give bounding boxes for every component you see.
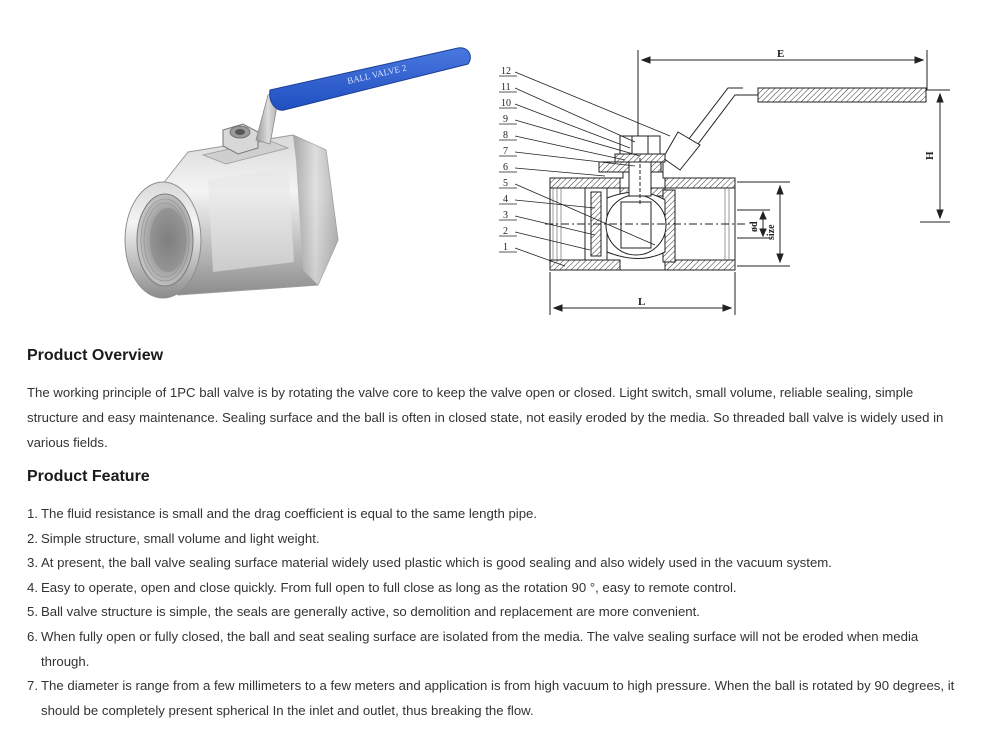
feature-number: 5. (27, 604, 38, 620)
dimension-label-phi-d: ød (749, 221, 760, 232)
part-number-12: 12 (501, 66, 511, 77)
feature-item (27, 551, 967, 576)
feature-text: The diameter is range from a few millimeters to a few meters and application is from high vacuum to high pressure. When the ball is rotated by 90 degrees, it should be completely present spherical In the inlet and outlet, thus breaking the flow. (41, 678, 955, 718)
dimension-label-l: L (638, 296, 646, 308)
feature-item (27, 502, 967, 527)
part-number-2: 2 (503, 226, 508, 237)
part-number-8: 8 (503, 130, 508, 141)
feature-item (27, 576, 967, 601)
feature-text: Simple structure, small volume and light weight. (41, 530, 320, 546)
part-number-5: 5 (503, 178, 508, 189)
part-number-10: 10 (501, 98, 511, 109)
dimension-label-e: E (777, 48, 785, 60)
dimension-label-size: size (766, 224, 777, 240)
feature-item (27, 600, 967, 625)
feature-text: Ball valve structure is simple, the seals are generally active, so demolition and replacement are more convenient. (41, 604, 700, 620)
feature-item (27, 674, 967, 723)
handle-text: BALL VALVE 2 (346, 62, 408, 86)
feature-number: 4. (27, 579, 38, 595)
feature-text: The fluid resistance is small and the drag coefficient is equal to the same length pipe. (41, 506, 538, 521)
feature-number: 1. (27, 506, 38, 521)
feature-list (27, 502, 967, 723)
feature-text: Easy to operate, open and close quickly. From full open to full close as long as the rotation 90 °, easy to remote control. (41, 579, 737, 595)
product-overview-text: The working principle of 1PC ball valve is by rotating the valve core to keep the valve open or closed. Light switch, small volume, reliable sealing, simple structure and easy maintenance. Sealing surface and the ball is often in closed state, not easily eroded by the media. So threaded ball valve is widely used in various fields. (27, 385, 944, 450)
part-number-4: 4 (503, 194, 508, 205)
part-number-6: 6 (503, 162, 508, 173)
part-number-9: 9 (503, 114, 508, 125)
dimension-label-h: H (924, 151, 936, 160)
feature-number: 2. (27, 530, 38, 546)
product-feature-heading: Product Feature (27, 468, 150, 485)
part-number-3: 3 (503, 210, 508, 221)
feature-number: 7. (27, 678, 38, 694)
part-number-7: 7 (503, 146, 508, 157)
feature-item (27, 625, 967, 674)
feature-item (27, 527, 967, 552)
technical-drawing (495, 40, 955, 325)
feature-text: At present, the ball valve sealing surface material widely used plastic which is good sealing and also widely used in the vacuum system. (41, 555, 832, 571)
feature-number: 6. (27, 628, 38, 644)
part-number-1: 1 (503, 242, 508, 253)
ball-valve-photo (118, 40, 488, 305)
feature-text: When fully open or fully closed, the ball and seat sealing surface are isolated from the media. The valve sealing surface will not be eroded when media through. (41, 628, 919, 669)
feature-number: 3. (27, 555, 38, 571)
part-number-11: 11 (501, 82, 511, 93)
product-overview-heading: Product Overview (27, 347, 164, 364)
